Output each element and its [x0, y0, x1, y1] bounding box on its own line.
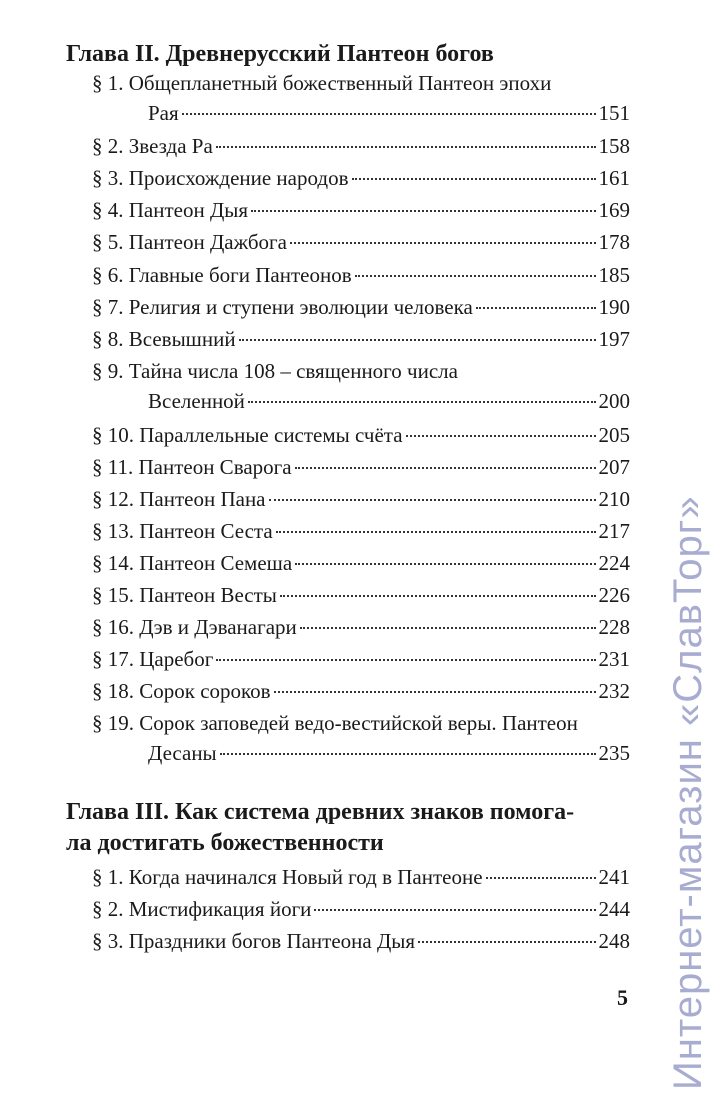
toc-entry-title: § 16. Дэв и Дэванагари: [92, 615, 297, 639]
toc-entry-row: [92, 131, 630, 161]
toc-entry: [92, 862, 630, 892]
toc-page-number: 190: [598, 295, 630, 319]
toc-page-number: 151: [598, 101, 630, 125]
toc-entry-row: [92, 227, 630, 257]
dot-leader: [314, 909, 595, 911]
toc-entry-row: [92, 292, 630, 322]
toc-page-number: 232: [598, 679, 630, 703]
dot-leader: [251, 210, 595, 212]
toc-page-number: 228: [598, 615, 630, 639]
toc-page-number: 210: [598, 487, 630, 511]
store-watermark: Интернет-магазин «СлавТорг»: [666, 495, 710, 1090]
dot-leader: [352, 178, 596, 180]
toc-entry-row: [92, 738, 630, 768]
toc-entry-title: § 1. Общепланетный божественный Пантеон эпохи: [92, 71, 552, 95]
toc-entry: [92, 484, 630, 514]
toc-entry-title: § 8. Всевышний: [92, 327, 236, 351]
toc-entry: [92, 548, 630, 578]
toc-entry: [92, 227, 630, 257]
toc-entry-title: § 11. Пантеон Сварога: [92, 455, 292, 479]
toc-page-number: 178: [598, 230, 630, 254]
toc-entry: [92, 356, 630, 416]
toc-entry-row: [92, 163, 630, 193]
toc-entry-title: § 6. Главные боги Пантеонов: [92, 263, 352, 287]
dot-leader: [486, 877, 596, 879]
toc-entry: [92, 420, 630, 450]
dot-leader: [418, 941, 595, 943]
dot-leader: [476, 307, 596, 309]
toc-entry-row: [92, 612, 630, 642]
toc-entry-row: [92, 195, 630, 225]
toc-page-number: 161: [598, 166, 630, 190]
dot-leader: [220, 753, 596, 755]
toc-page-number: 235: [598, 741, 630, 765]
toc-entry-row: [92, 580, 630, 610]
toc-entry-row: [92, 676, 630, 706]
toc-entry: [92, 324, 630, 354]
toc-entry-row: [92, 484, 630, 514]
dot-leader: [300, 627, 596, 629]
toc-entry-title: § 19. Сорок заповедей ведо-вестийской веры. Пантеон: [92, 711, 578, 735]
toc-entry-title: § 13. Пантеон Сеста: [92, 519, 273, 543]
toc-entry: [92, 163, 630, 193]
dot-leader: [216, 659, 595, 661]
chapter-3-title-line2: ла достигать божественности: [66, 830, 384, 856]
toc-entry-title: § 12. Пантеон Пана: [92, 487, 266, 511]
toc-entry-row: [92, 420, 630, 450]
toc-entry-title: § 14. Пантеон Семеша: [92, 551, 293, 575]
dot-leader: [216, 146, 596, 148]
dot-leader: [248, 401, 596, 403]
toc-entry-row: [92, 894, 630, 924]
toc-page-number: 226: [598, 583, 630, 607]
toc-entry: [92, 131, 630, 161]
toc-entry: [92, 926, 630, 956]
toc-entry-row: [92, 862, 630, 892]
toc-page-number: 205: [598, 423, 630, 447]
toc-entry-row: [92, 644, 630, 674]
toc-entry: [92, 708, 630, 768]
toc-entry-title: § 18. Сорок сороков: [92, 679, 271, 703]
toc-page-number: 200: [598, 389, 630, 413]
toc-entry-row: [92, 386, 630, 416]
page-number: 5: [617, 985, 628, 1010]
toc-entry-title: § 9. Тайна числа 108 – священного числа: [92, 359, 458, 383]
toc-entry-continuation: Десаны: [148, 741, 217, 765]
dot-leader: [406, 435, 596, 437]
toc-entry-title: § 15. Пантеон Весты: [92, 583, 277, 607]
toc-entry: [92, 68, 630, 128]
toc-entry-title: § 1. Когда начинался Новый год в Пантеоне: [92, 865, 483, 889]
dot-leader: [274, 691, 596, 693]
toc-entry-title: § 10. Параллельные системы счёта: [92, 423, 403, 447]
toc-page-number: 224: [598, 551, 630, 575]
toc-entry: [92, 676, 630, 706]
dot-leader: [295, 467, 596, 469]
toc-page-number: 169: [598, 198, 630, 222]
toc-entry-row: [92, 260, 630, 290]
toc-entry-row: [92, 926, 630, 956]
dot-leader: [239, 339, 596, 341]
toc-entry-continuation: Рая: [148, 101, 179, 125]
toc-entry: [92, 612, 630, 642]
toc-entry-row: [92, 548, 630, 578]
toc-entry-title: § 17. Царебог: [92, 647, 214, 671]
toc-entry-title: § 2. Мистификация йоги: [92, 897, 312, 921]
toc-entry-title: § 7. Религия и ступени эволюции человека: [92, 295, 473, 319]
toc-entry-continuation: Вселенной: [148, 389, 245, 413]
dot-leader: [276, 531, 596, 533]
toc-page-number: 248: [598, 929, 630, 953]
toc-page-number: 207: [598, 455, 630, 479]
dot-leader: [269, 499, 596, 501]
toc-entry-title: § 3. Праздники богов Пантеона Дыя: [92, 929, 416, 953]
toc-entry: [92, 195, 630, 225]
toc-entry-title: § 4. Пантеон Дыя: [92, 198, 249, 222]
toc-entry: [92, 452, 630, 482]
toc-entry-title: § 2. Звезда Ра: [92, 134, 213, 158]
chapter-2-title: Глава II. Древнерусский Пантеон богов: [66, 41, 494, 67]
toc-entry-row: [92, 452, 630, 482]
toc-page-number: 241: [598, 865, 630, 889]
toc-entry-row: [92, 324, 630, 354]
toc-page-number: 158: [598, 134, 630, 158]
toc-page-number: 244: [598, 897, 630, 921]
toc-entry-title: § 5. Пантеон Дажбога: [92, 230, 287, 254]
toc-entry: [92, 292, 630, 322]
toc-entry-title: § 3. Происхождение народов: [92, 166, 349, 190]
toc-page-number: 217: [598, 519, 630, 543]
toc-entry: [92, 260, 630, 290]
toc-entry-row: [92, 98, 630, 128]
dot-leader: [182, 113, 596, 115]
dot-leader: [290, 242, 596, 244]
toc-entry: [92, 644, 630, 674]
chapter-3-title-line1: Глава III. Как система древних знаков помога-: [66, 799, 575, 825]
toc-page-number: 197: [598, 327, 630, 351]
toc-entry-row: [92, 516, 630, 546]
toc-page-number: 185: [598, 263, 630, 287]
toc-entry: [92, 894, 630, 924]
dot-leader: [355, 275, 596, 277]
toc-entry: [92, 580, 630, 610]
toc-page-number: 231: [598, 647, 630, 671]
dot-leader: [295, 563, 595, 565]
toc-entry: [92, 516, 630, 546]
dot-leader: [280, 595, 596, 597]
